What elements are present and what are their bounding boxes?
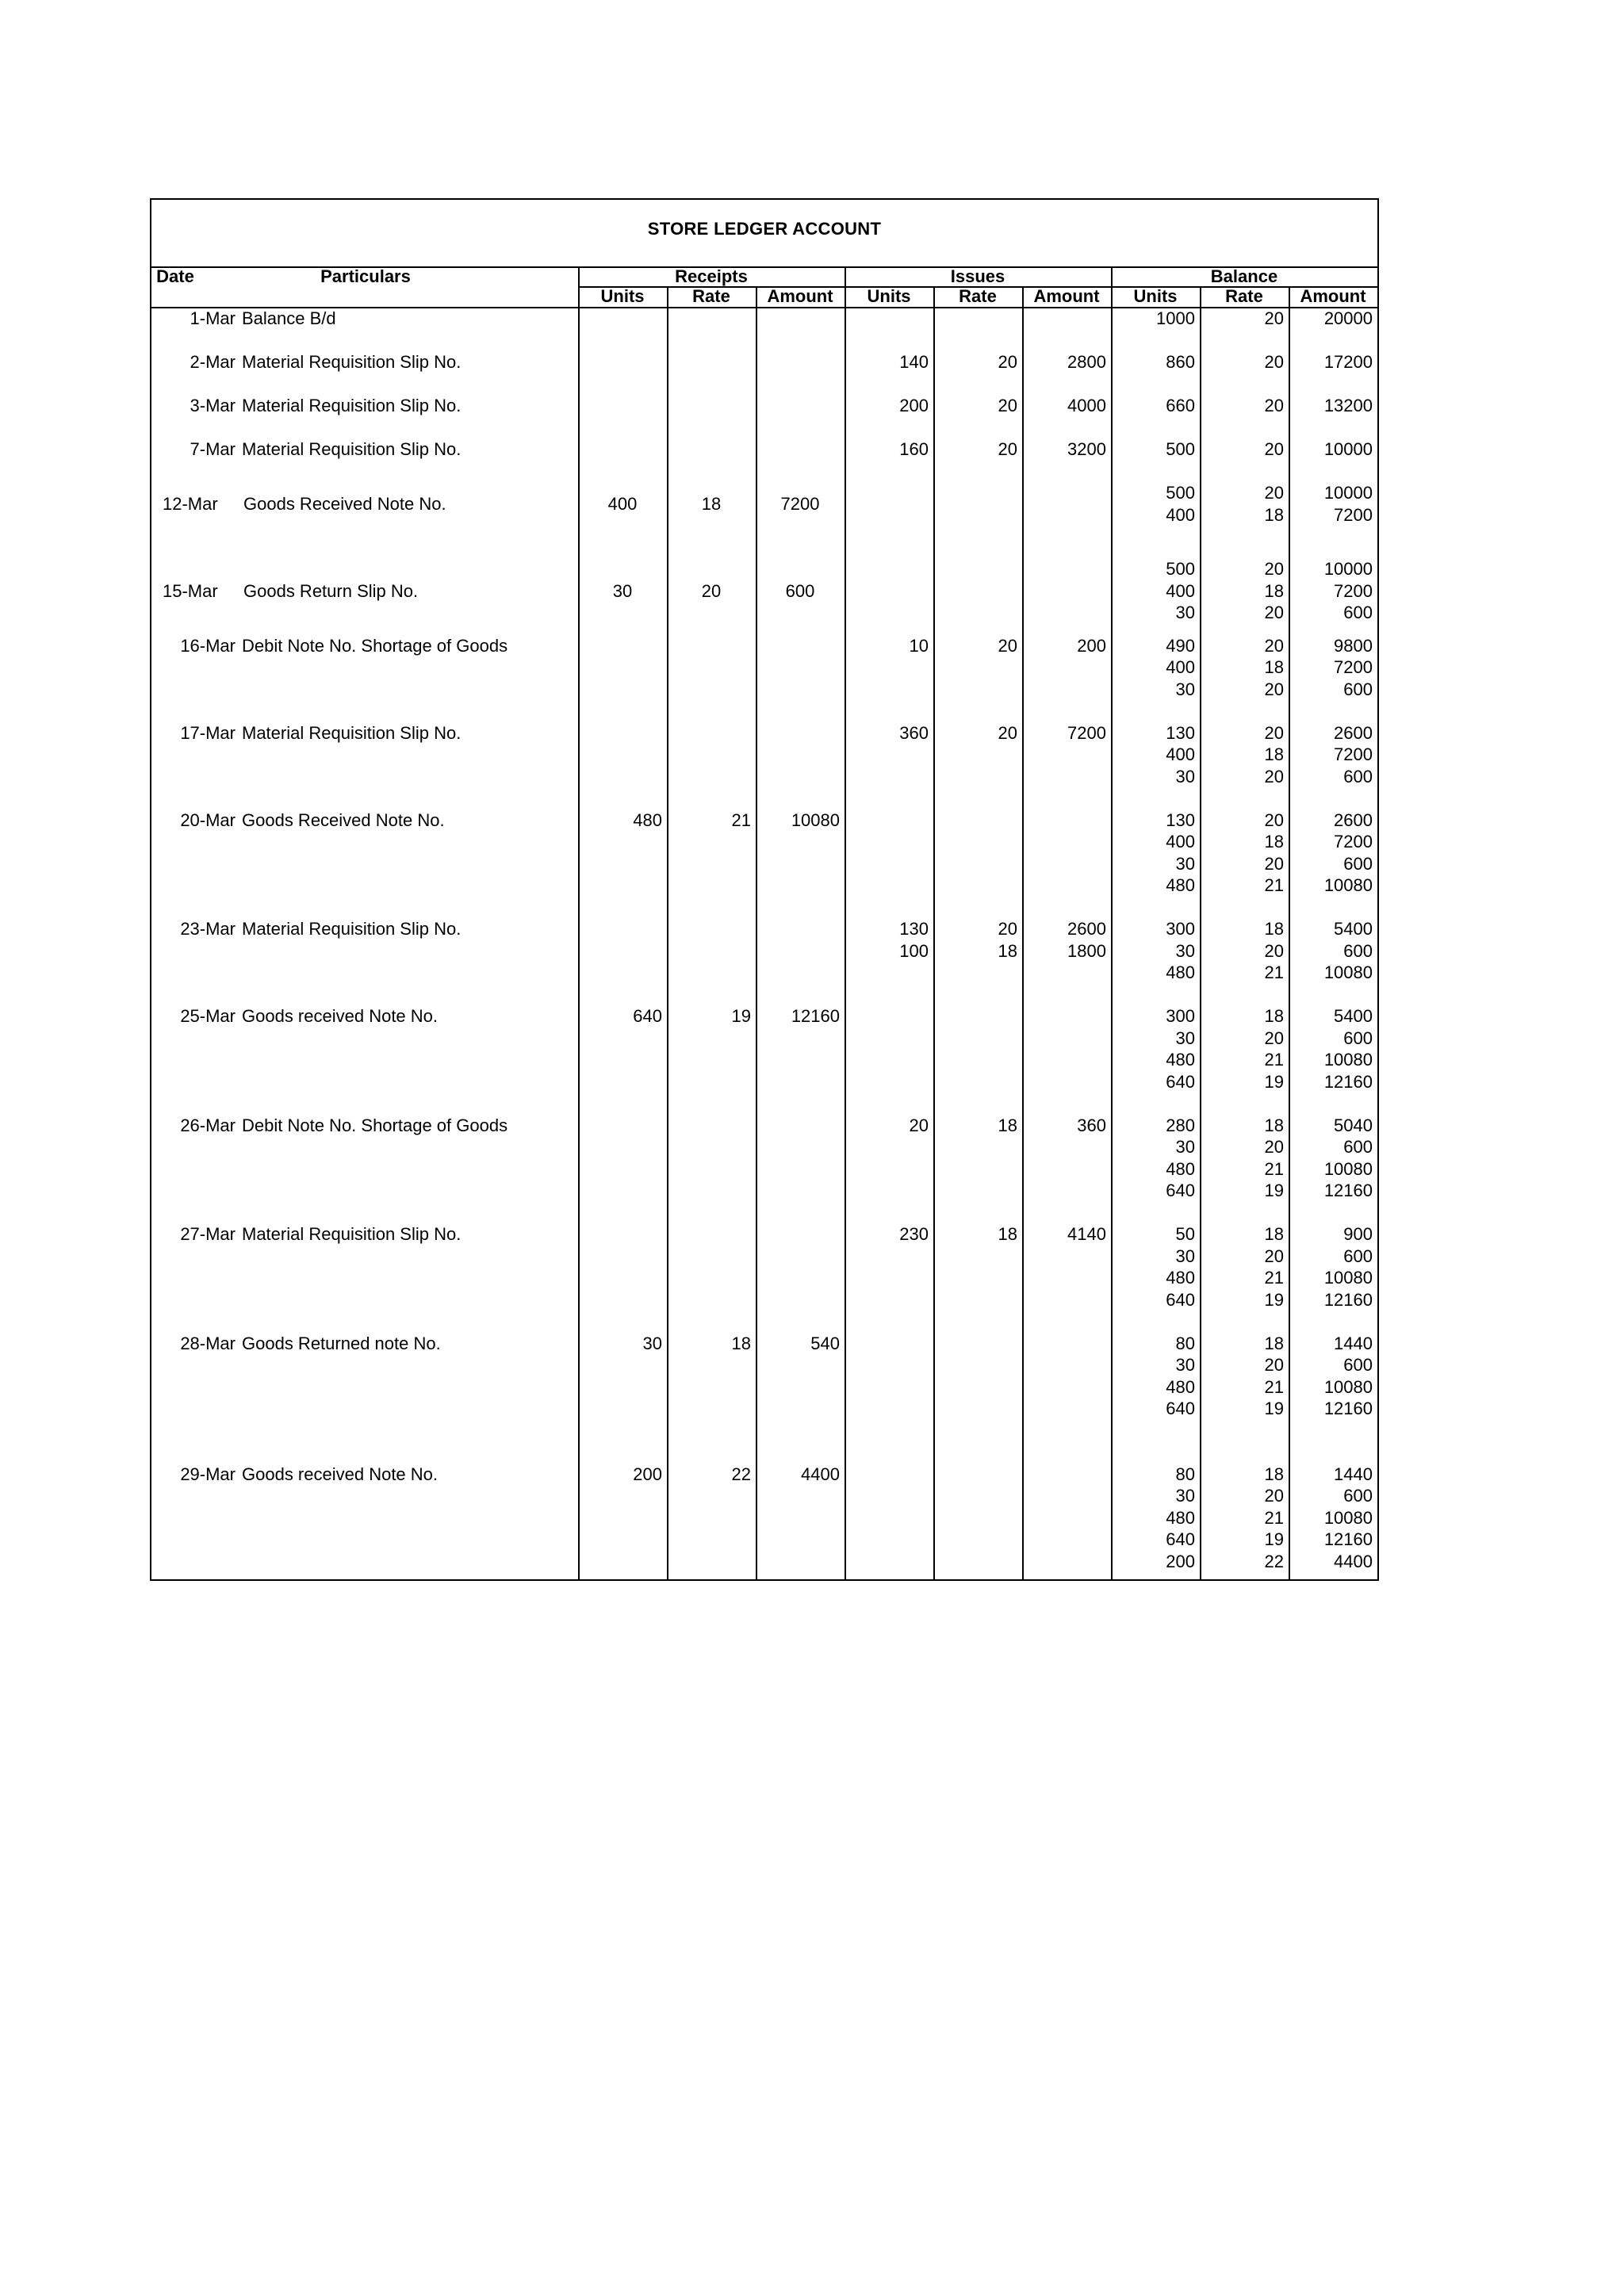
receipt-units: 640 <box>633 1006 662 1026</box>
balance-units: 30 <box>1175 1137 1195 1157</box>
balance-units: 480 <box>1166 1507 1195 1528</box>
balance-units: 130 <box>1166 809 1195 830</box>
issue-amount: 7200 <box>1067 722 1106 743</box>
issue-units: 360 <box>899 722 929 743</box>
balance-amount: 9800 <box>1334 635 1373 656</box>
balance-units: 480 <box>1166 875 1195 895</box>
issue-rate: 18 <box>998 1115 1017 1135</box>
row-particulars: Debit Note No. Shortage of Goods <box>242 1115 508 1135</box>
receipt-rate: 19 <box>731 1006 751 1026</box>
receipt-rate: 22 <box>731 1464 751 1484</box>
balance-units: 30 <box>1175 940 1195 961</box>
balance-amount: 7200 <box>1334 580 1373 601</box>
balance-rate: 22 <box>1264 1551 1284 1571</box>
receipt-units: 400 <box>607 493 638 514</box>
balance-units: 640 <box>1166 1399 1195 1418</box>
header-issues: Issues <box>950 266 1005 286</box>
issue-units: 130 <box>899 919 929 939</box>
balance-units: 500 <box>1166 559 1195 580</box>
issue-rate: 20 <box>998 396 1017 415</box>
balance-amount: 900 <box>1343 1224 1373 1244</box>
balance-rate: 20 <box>1264 722 1284 743</box>
balance-rate: 18 <box>1264 744 1284 764</box>
row-date: 23-Mar <box>180 919 236 939</box>
subheader-issues-units: Units <box>867 286 911 306</box>
row-particulars: Goods Return Slip No. <box>243 580 419 601</box>
balance-rate: 21 <box>1264 1158 1284 1179</box>
row-date: 15-Mar <box>163 580 218 601</box>
balance-units: 400 <box>1166 504 1195 525</box>
balance-amount: 10080 <box>1323 1507 1373 1528</box>
column-rule <box>578 266 580 1579</box>
balance-amount: 10000 <box>1323 439 1373 459</box>
column-rule <box>667 286 668 1579</box>
issue-units: 140 <box>899 352 929 372</box>
subheader-balance-rate: Rate <box>1225 286 1263 306</box>
balance-units: 640 <box>1166 1529 1195 1549</box>
balance-units: 30 <box>1175 1355 1195 1375</box>
row-particulars: Material Requisition Slip No. <box>242 396 462 415</box>
row-particulars: Goods received Note No. <box>242 1464 439 1484</box>
receipt-amount: 540 <box>810 1333 840 1353</box>
balance-units: 300 <box>1166 919 1195 939</box>
balance-amount: 13200 <box>1323 396 1373 415</box>
balance-amount: 4400 <box>1334 1551 1373 1571</box>
header-receipts: Receipts <box>675 266 748 286</box>
balance-amount: 17200 <box>1323 352 1373 372</box>
row-particulars: Goods Returned note No. <box>242 1333 441 1353</box>
balance-rate: 20 <box>1264 940 1284 961</box>
row-date: 29-Mar <box>180 1464 236 1484</box>
balance-amount: 10080 <box>1323 1268 1373 1288</box>
balance-rate: 21 <box>1264 875 1284 895</box>
balance-rate: 20 <box>1264 679 1284 699</box>
issue-amount: 2800 <box>1067 352 1106 372</box>
store-ledger-table <box>150 198 1379 1581</box>
balance-rate: 19 <box>1264 1289 1284 1310</box>
balance-rate: 21 <box>1264 962 1284 982</box>
balance-amount: 12160 <box>1323 1289 1373 1310</box>
row-particulars: Material Requisition Slip No. <box>242 439 462 459</box>
balance-amount: 2600 <box>1334 809 1373 830</box>
balance-amount: 2600 <box>1334 722 1373 743</box>
balance-units: 640 <box>1166 1181 1195 1200</box>
receipt-units: 30 <box>612 580 633 601</box>
balance-rate: 20 <box>1264 635 1284 656</box>
balance-rate: 18 <box>1264 504 1284 525</box>
issue-amount: 1800 <box>1067 940 1106 961</box>
balance-amount: 600 <box>1343 766 1373 786</box>
receipt-units: 480 <box>633 809 662 830</box>
balance-rate: 20 <box>1264 483 1284 503</box>
balance-amount: 10080 <box>1323 875 1373 895</box>
balance-rate: 18 <box>1264 657 1284 677</box>
balance-units: 30 <box>1175 853 1195 874</box>
balance-units: 400 <box>1166 744 1195 764</box>
balance-rate: 18 <box>1264 1333 1284 1353</box>
balance-units: 640 <box>1166 1289 1195 1310</box>
receipt-units: 30 <box>642 1333 662 1353</box>
balance-rate: 20 <box>1264 396 1284 415</box>
balance-amount: 600 <box>1343 1137 1373 1157</box>
row-date: 12-Mar <box>163 493 218 514</box>
balance-units: 480 <box>1166 962 1195 982</box>
balance-units: 500 <box>1166 439 1195 459</box>
balance-units: 400 <box>1166 657 1195 677</box>
issue-units: 230 <box>899 1224 929 1244</box>
issue-amount: 360 <box>1077 1115 1106 1135</box>
header-date: Date <box>156 266 194 286</box>
balance-amount: 600 <box>1343 1486 1373 1506</box>
subheader-balance-units: Units <box>1133 286 1178 306</box>
balance-rate: 18 <box>1264 919 1284 939</box>
balance-units: 480 <box>1166 1158 1195 1179</box>
subheader-balance-amount: Amount <box>1300 286 1366 306</box>
balance-units: 130 <box>1166 722 1195 743</box>
balance-units: 80 <box>1175 1333 1195 1353</box>
balance-rate: 20 <box>1264 1246 1284 1266</box>
balance-rate: 18 <box>1264 832 1284 851</box>
balance-amount: 5400 <box>1334 919 1373 939</box>
balance-rate: 19 <box>1264 1181 1284 1200</box>
balance-rate: 20 <box>1264 603 1284 623</box>
issue-units: 20 <box>909 1115 929 1135</box>
subheader-issues-rate: Rate <box>959 286 997 306</box>
balance-amount: 10000 <box>1323 559 1373 580</box>
balance-amount: 1440 <box>1334 1333 1373 1353</box>
balance-rate: 21 <box>1264 1376 1284 1397</box>
balance-units: 30 <box>1175 1246 1195 1266</box>
row-particulars: Material Requisition Slip No. <box>242 352 462 372</box>
balance-rate: 20 <box>1264 1355 1284 1375</box>
issue-amount: 3200 <box>1067 439 1106 459</box>
row-date: 20-Mar <box>180 809 236 830</box>
balance-units: 400 <box>1166 580 1195 601</box>
balance-amount: 600 <box>1343 1355 1373 1375</box>
balance-units: 1000 <box>1156 308 1195 328</box>
header-balance: Balance <box>1210 266 1278 286</box>
issue-amount: 200 <box>1077 635 1106 656</box>
balance-rate: 18 <box>1264 1224 1284 1244</box>
row-particulars: Goods received Note No. <box>242 1006 439 1026</box>
balance-amount: 10080 <box>1323 962 1373 982</box>
balance-units: 30 <box>1175 1027 1195 1048</box>
row-date: 2-Mar <box>190 352 236 372</box>
balance-units: 500 <box>1166 483 1195 503</box>
receipt-units: 200 <box>633 1464 662 1484</box>
row-date: 1-Mar <box>190 308 236 328</box>
balance-rate: 20 <box>1264 308 1284 328</box>
balance-amount: 7200 <box>1334 504 1373 525</box>
balance-units: 30 <box>1175 603 1195 623</box>
balance-rate: 20 <box>1264 559 1284 580</box>
balance-rate: 20 <box>1264 766 1284 786</box>
row-date: 3-Mar <box>190 396 236 415</box>
receipt-amount: 600 <box>785 580 815 601</box>
balance-rate: 21 <box>1264 1268 1284 1288</box>
balance-rate: 20 <box>1264 1137 1284 1157</box>
row-particulars: Debit Note No. Shortage of Goods <box>242 635 508 656</box>
balance-units: 490 <box>1166 635 1195 656</box>
balance-rate: 21 <box>1264 1507 1284 1528</box>
receipt-rate: 21 <box>731 809 751 830</box>
receipt-rate: 20 <box>701 580 722 601</box>
balance-units: 400 <box>1166 832 1195 851</box>
balance-amount: 10000 <box>1323 483 1373 503</box>
balance-amount: 600 <box>1343 1027 1373 1048</box>
balance-amount: 600 <box>1343 940 1373 961</box>
balance-units: 480 <box>1166 1268 1195 1288</box>
balance-amount: 600 <box>1343 1246 1373 1266</box>
balance-amount: 600 <box>1343 853 1373 874</box>
row-particulars: Material Requisition Slip No. <box>242 1224 462 1244</box>
receipt-amount: 12160 <box>791 1006 840 1026</box>
balance-units: 80 <box>1175 1464 1195 1484</box>
row-particulars: Goods Received Note No. <box>242 809 445 830</box>
issue-units: 160 <box>899 439 929 459</box>
subheader-receipts-amount: Amount <box>767 286 833 306</box>
issue-amount: 4140 <box>1067 1224 1106 1244</box>
subheader-issues-amount: Amount <box>1033 286 1100 306</box>
balance-amount: 10080 <box>1323 1376 1373 1397</box>
balance-units: 640 <box>1166 1071 1195 1092</box>
balance-amount: 600 <box>1343 603 1373 623</box>
balance-units: 860 <box>1166 352 1195 372</box>
balance-amount: 1440 <box>1334 1464 1373 1484</box>
balance-units: 300 <box>1166 1006 1195 1026</box>
balance-rate: 20 <box>1264 1486 1284 1506</box>
issue-rate: 18 <box>998 940 1017 961</box>
issue-units: 10 <box>909 635 929 656</box>
issue-rate: 18 <box>998 1224 1017 1244</box>
balance-amount: 12160 <box>1323 1071 1373 1092</box>
balance-units: 480 <box>1166 1376 1195 1397</box>
balance-units: 280 <box>1166 1115 1195 1135</box>
row-date: 25-Mar <box>180 1006 236 1026</box>
issue-units: 200 <box>899 396 929 415</box>
balance-rate: 19 <box>1264 1071 1284 1092</box>
row-date: 17-Mar <box>180 722 236 743</box>
balance-amount: 12160 <box>1323 1181 1373 1200</box>
balance-units: 30 <box>1175 679 1195 699</box>
subheader-receipts-rate: Rate <box>692 286 730 306</box>
receipt-rate: 18 <box>731 1333 751 1353</box>
receipt-amount: 7200 <box>780 493 820 514</box>
balance-amount: 5400 <box>1334 1006 1373 1026</box>
balance-rate: 18 <box>1264 1464 1284 1484</box>
issue-rate: 20 <box>998 352 1017 372</box>
balance-amount: 7200 <box>1334 744 1373 764</box>
balance-units: 660 <box>1166 396 1195 415</box>
balance-units: 30 <box>1175 1486 1195 1506</box>
row-date: 28-Mar <box>180 1333 236 1353</box>
row-date: 26-Mar <box>180 1115 236 1135</box>
issue-rate: 20 <box>998 919 1017 939</box>
row-particulars: Material Requisition Slip No. <box>242 919 462 939</box>
balance-rate: 19 <box>1264 1399 1284 1418</box>
issue-amount: 2600 <box>1067 919 1106 939</box>
balance-rate: 21 <box>1264 1050 1284 1070</box>
balance-amount: 10080 <box>1323 1050 1373 1070</box>
balance-rate: 20 <box>1264 809 1284 830</box>
balance-amount: 12160 <box>1323 1529 1373 1549</box>
balance-amount: 10080 <box>1323 1158 1373 1179</box>
header-particulars: Particulars <box>320 266 411 286</box>
balance-units: 30 <box>1175 766 1195 786</box>
row-date: 16-Mar <box>180 635 236 656</box>
issue-amount: 4000 <box>1067 396 1106 415</box>
subheader-receipts-units: Units <box>600 286 645 306</box>
balance-amount: 600 <box>1343 679 1373 699</box>
balance-rate: 20 <box>1264 1027 1284 1048</box>
balance-rate: 20 <box>1264 439 1284 459</box>
receipt-rate: 18 <box>701 493 722 514</box>
balance-rate: 20 <box>1264 352 1284 372</box>
row-date: 27-Mar <box>180 1224 236 1244</box>
balance-rate: 18 <box>1264 1115 1284 1135</box>
balance-rate: 18 <box>1264 580 1284 601</box>
balance-amount: 7200 <box>1334 657 1373 677</box>
balance-units: 50 <box>1175 1224 1195 1244</box>
issue-units: 100 <box>899 940 929 961</box>
balance-amount: 7200 <box>1334 832 1373 851</box>
balance-amount: 20000 <box>1323 308 1373 328</box>
balance-units: 480 <box>1166 1050 1195 1070</box>
issue-rate: 20 <box>998 635 1017 656</box>
row-particulars: Goods Received Note No. <box>243 493 446 514</box>
issue-rate: 20 <box>998 439 1017 459</box>
balance-rate: 18 <box>1264 1006 1284 1026</box>
balance-rate: 20 <box>1264 853 1284 874</box>
receipt-amount: 4400 <box>801 1464 840 1484</box>
row-date: 7-Mar <box>190 439 236 459</box>
row-particulars: Material Requisition Slip No. <box>242 722 462 743</box>
ledger-title: STORE LEDGER ACCOUNT <box>647 219 882 239</box>
row-particulars: Balance B/d <box>242 308 336 328</box>
column-rule <box>756 286 757 1579</box>
balance-rate: 19 <box>1264 1529 1284 1549</box>
balance-amount: 12160 <box>1323 1399 1373 1418</box>
receipt-amount: 10080 <box>791 809 840 830</box>
issue-rate: 20 <box>998 722 1017 743</box>
balance-amount: 5040 <box>1334 1115 1373 1135</box>
balance-units: 200 <box>1166 1551 1195 1571</box>
